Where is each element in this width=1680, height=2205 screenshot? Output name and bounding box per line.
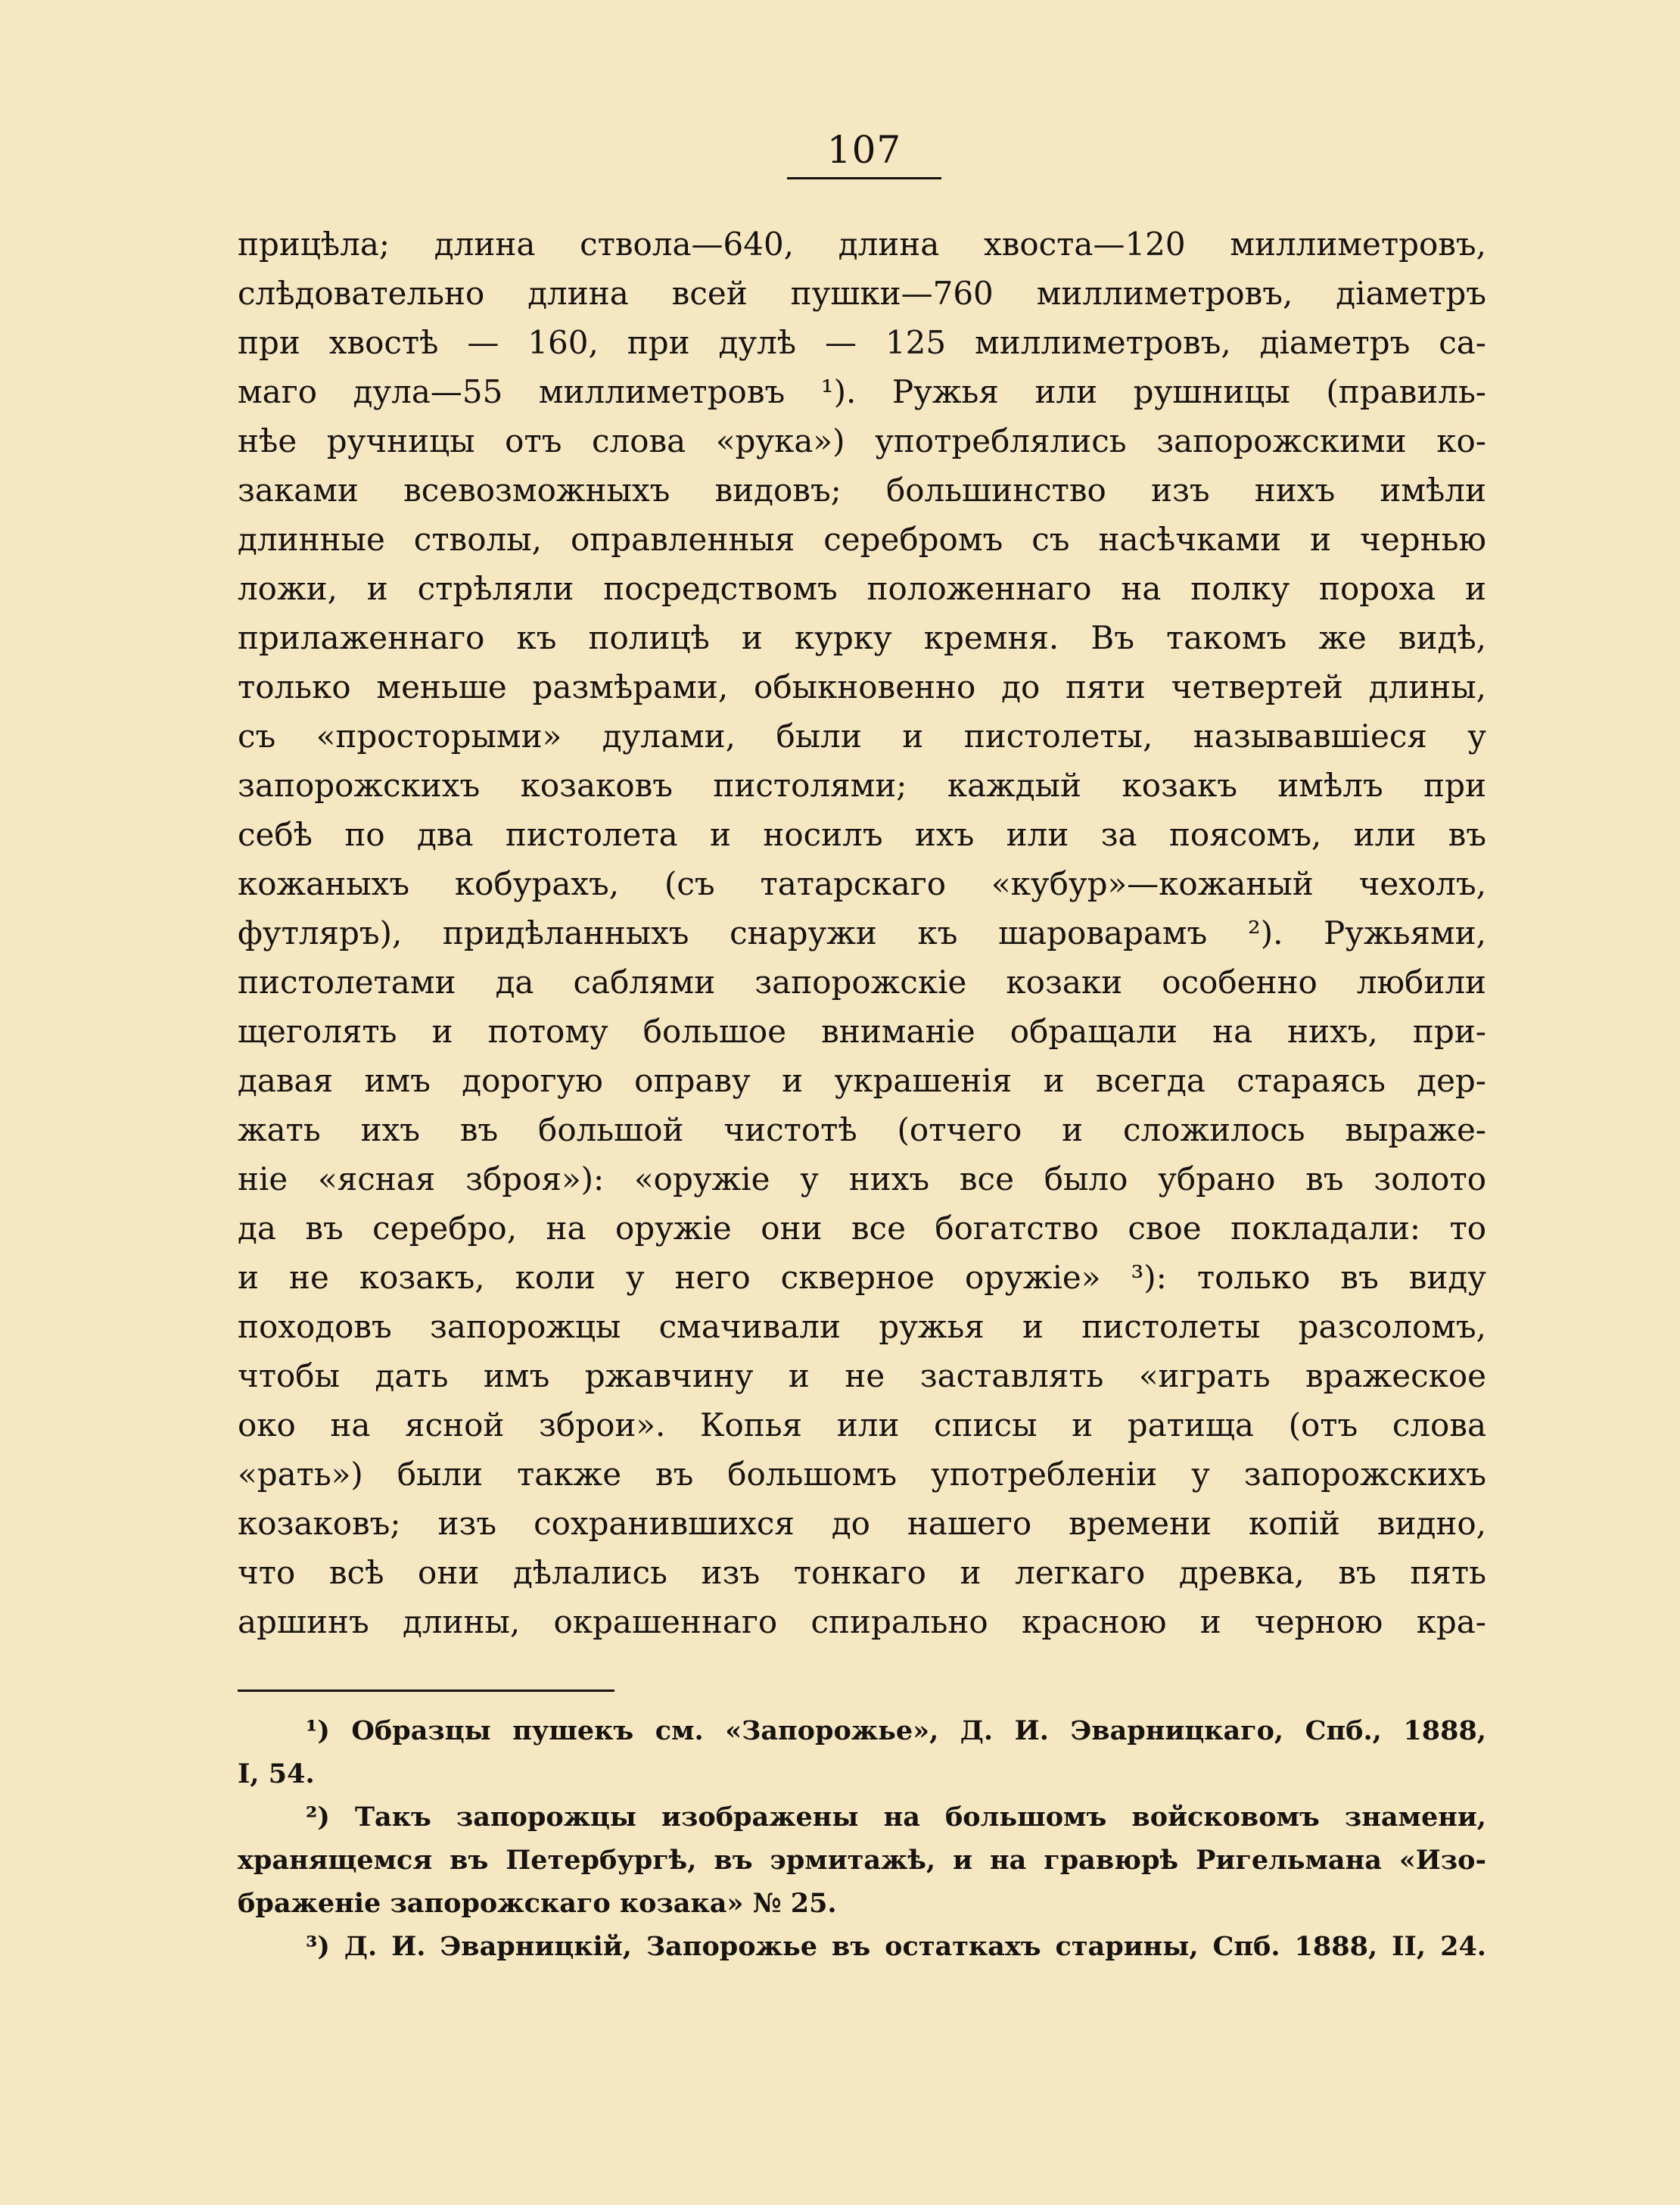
text-line: козаковъ; изъ сохранившихся до нашего времени копій видно, (238, 1505, 1486, 1542)
footnote-2-line: ²) Такъ запорожцы изображены на большомъ войсковомъ знамени, (306, 1802, 1486, 1833)
text-line: ложи, и стрѣляли посредствомъ положеннаго на полку пороха и (238, 570, 1486, 607)
footnote-3-line: ³) Д. И. Эварницкій, Запорожье въ остаткахъ старины, Спб. 1888, II, 24. (306, 1931, 1486, 1962)
text-line: око на ясной зброи». Копья или списы и ратища (отъ слова (238, 1406, 1486, 1444)
footnote-1-line: I, 54. (238, 1758, 315, 1789)
text-line: чтобы дать имъ ржавчину и не заставлять «играть вражеское (238, 1357, 1486, 1394)
text-line: аршинъ длины, окрашеннаго спирально красною и черною кра- (238, 1603, 1486, 1640)
text-line: «рать») были также въ большомъ употребленіи у запорожскихъ (238, 1456, 1486, 1493)
text-line: запорожскихъ козаковъ пистолями; каждый козакъ имѣлъ при (238, 767, 1486, 804)
page-number-rule (787, 177, 941, 179)
footnote-1-line: ¹) Образцы пушекъ см. «Запорожье», Д. И. Эварницкаго, Спб., 1888, (306, 1715, 1486, 1746)
text-line: маго дула—55 миллиметровъ ¹). Ружья или рушницы (правиль- (238, 373, 1486, 410)
page-number: 107 (826, 128, 902, 172)
text-line: щеголять и потому большое вниманіе обращали на нихъ, при- (238, 1013, 1486, 1050)
text-line: прилаженнаго къ полицѣ и курку кремня. Въ такомъ же видѣ, (238, 619, 1486, 656)
text-line: давая имъ дорогую оправу и украшенія и всегда стараясь дер- (238, 1062, 1486, 1099)
text-line: да въ серебро, на оружіе они все богатство свое покладали: то (238, 1210, 1486, 1247)
body-text (238, 220, 1486, 1646)
text-line: кожаныхъ кобурахъ, (съ татарскаго «кубур»—кожаный чехолъ, (238, 865, 1486, 902)
text-line: нѣе ручницы отъ слова «рука») употреблялись запорожскими ко- (238, 422, 1486, 459)
text-line: съ «просторыми» дулами, были и пистолеты, называвшіеся у (238, 718, 1486, 755)
footnote-2-line: браженіе запорожскаго козака» № 25. (238, 1888, 837, 1919)
text-line: и не козакъ, коли у него скверное оружіе» ³): только въ виду (238, 1259, 1486, 1296)
text-line: жать ихъ въ большой чистотѣ (отчего и сложилось выраже- (238, 1111, 1486, 1148)
text-line: только меньше размѣрами, обыкновенно до пяти четвертей длины, (238, 668, 1486, 705)
text-line: заками всевозможныхъ видовъ; большинство изъ нихъ имѣли (238, 472, 1486, 509)
text-line: походовъ запорожцы смачивали ружья и пистолеты разсоломъ, (238, 1308, 1486, 1345)
text-line: ніе «ясная зброя»): «оружіе у нихъ все было убрано въ золото (238, 1160, 1486, 1197)
footnotes (238, 1709, 1486, 1968)
footnote-separator (238, 1690, 614, 1692)
text-line: футляръ), придѣланныхъ снаружи къ шароварамъ ²). Ружьями, (238, 914, 1486, 951)
text-line: пистолетами да саблями запорожскіе козаки особенно любили (238, 964, 1486, 1001)
text-line: что всѣ они дѣлались изъ тонкаго и легкаго древка, въ пять (238, 1554, 1486, 1591)
text-line: при хвостѣ — 160, при дулѣ — 125 миллиметровъ, діаметръ са- (238, 324, 1486, 361)
text-line: слѣдовательно длина всей пушки—760 миллиметровъ, діаметръ (238, 275, 1486, 312)
text-line: себѣ по два пистолета и носилъ ихъ или за поясомъ, или въ (238, 816, 1486, 853)
footnote-2-line: хранящемся въ Петербургѣ, въ эрмитажѣ, и на гравюрѣ Ригельмана «Изо- (238, 1845, 1486, 1876)
text-line: длинные стволы, оправленныя серебромъ съ насѣчками и чернью (238, 521, 1486, 558)
text-line: прицѣла; длина ствола—640, длина хвоста—120 миллиметровъ, (238, 226, 1486, 263)
